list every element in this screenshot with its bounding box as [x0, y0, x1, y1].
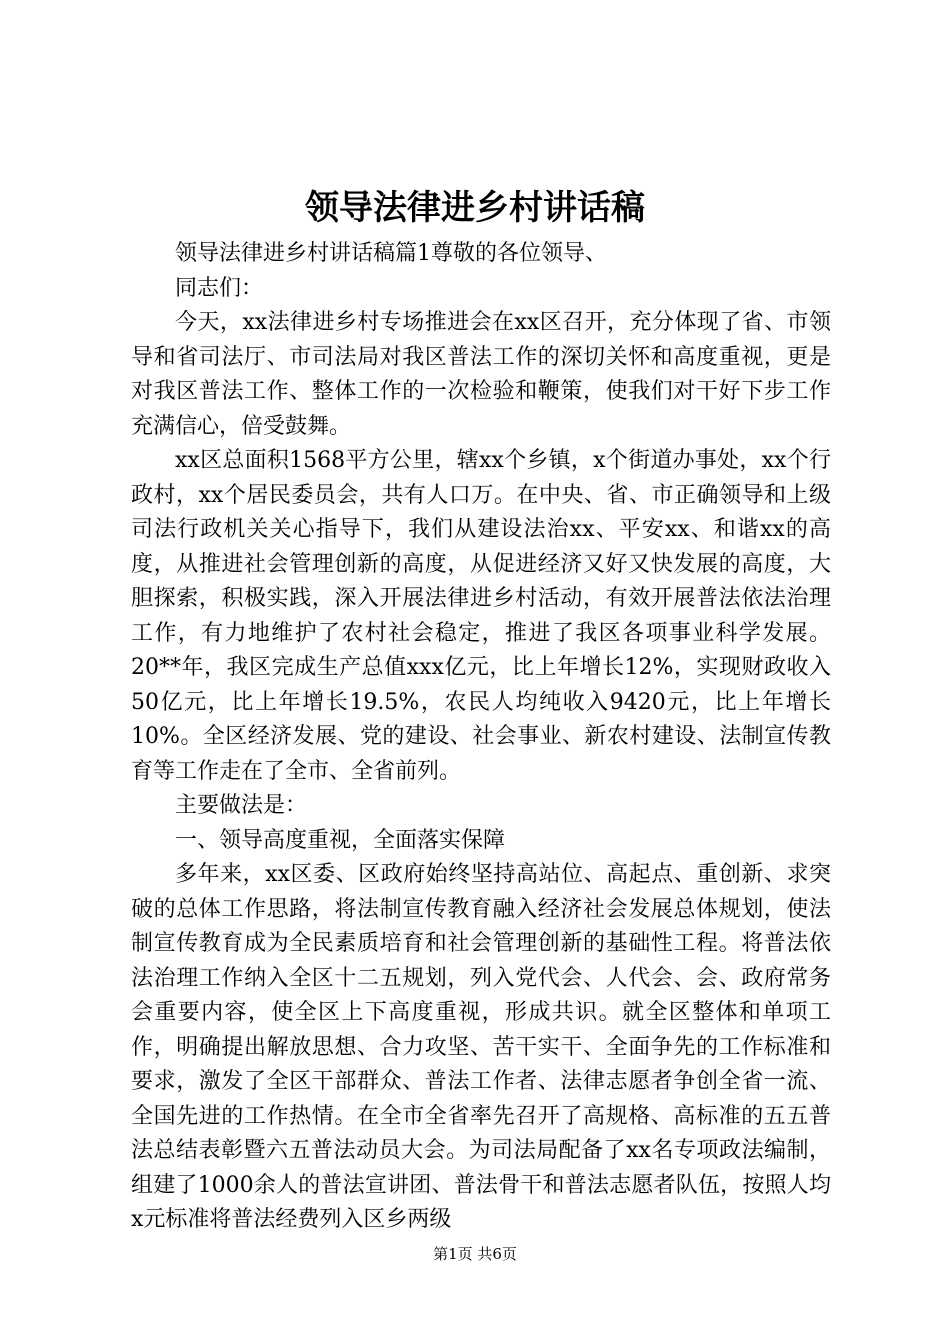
paragraph-salutation: 同志们：	[175, 275, 264, 301]
paragraph-main-methods: 主要做法是：	[175, 793, 308, 818]
paragraph-leadership: 多年来，xx区委、区政府始终坚持高站位、高起点、重创新、求突破的总体工作思路，将法制宣传教育融入经济社会发展总体规划，使法制宣传教育成为全民素质培育和社会管理创新的基础性工程。将普法依法治理工作纳入全区十二五规划，列入党代会、人代会、会、政府常务会重要内容，使全区上下高度重视，形成共识。就全区整体和单项工作，明确提出解放思想、合力攻坚、苦干实干、全面争先的工作标准和要求，激发了全区干部群众、普法工作者、法律志愿者争创全省一流、全国先进的工作热情。在全市全省率先召开了高规格、高标准的五五普法总结表彰暨六五普法动员大会。为司法局配备了xx名专项政法编制，组建了1000余人的普法宣讲团、普法骨干和普法志愿者队伍，按照人均x元标准将普法经费列入区乡两级	[131, 862, 831, 1232]
paragraph-opening: 今天，xx法律进乡村专场推进会在xx区召开，充分体现了省、市领导和省司法厅、市司法局对我区普法工作的深切关怀和高度重视，更是对我区普法工作、整体工作的一次检验和鞭策，使我们对干好下步工作充满信心，倍受鼓舞。	[131, 310, 831, 439]
document-title: 领导法律进乡村讲话稿	[305, 188, 645, 228]
paragraph-intro: 领导法律进乡村讲话稿篇1尊敬的各位领导、	[175, 241, 607, 266]
paragraph-district-overview: xx区总面积1568平方公里，辖xx个乡镇，x个街道办事处，xx个行政村，xx个居民委员会，共有人口万。在中央、省、市正确领导和上级司法行政机关关心指导下，我们从建设法治xx、平安xx、和谐xx的高度，从推进社会管理创新的高度，从促进经济又好又快发展的高度，大胆探索，积极实践，深入开展法律进乡村活动，有效开展普法依法治理工作，有力地维护了农村社会稳定，推进了我区各项事业科学发展。20**年，我区完成生产总值xxx亿元，比上年增长12%，实现财政收入50亿元，比上年增长19.5%，农民人均纯收入9420元，比上年增长10%。全区经济发展、党的建设、社会事业、新农村建设、法制宣传教育等工作走在了全市、全省前列。	[131, 448, 831, 784]
page-footer: 第1页 共6页	[433, 1245, 517, 1263]
section-heading-one: 一、领导高度重视，全面落实保障	[175, 827, 506, 853]
document-body	[131, 237, 831, 1238]
